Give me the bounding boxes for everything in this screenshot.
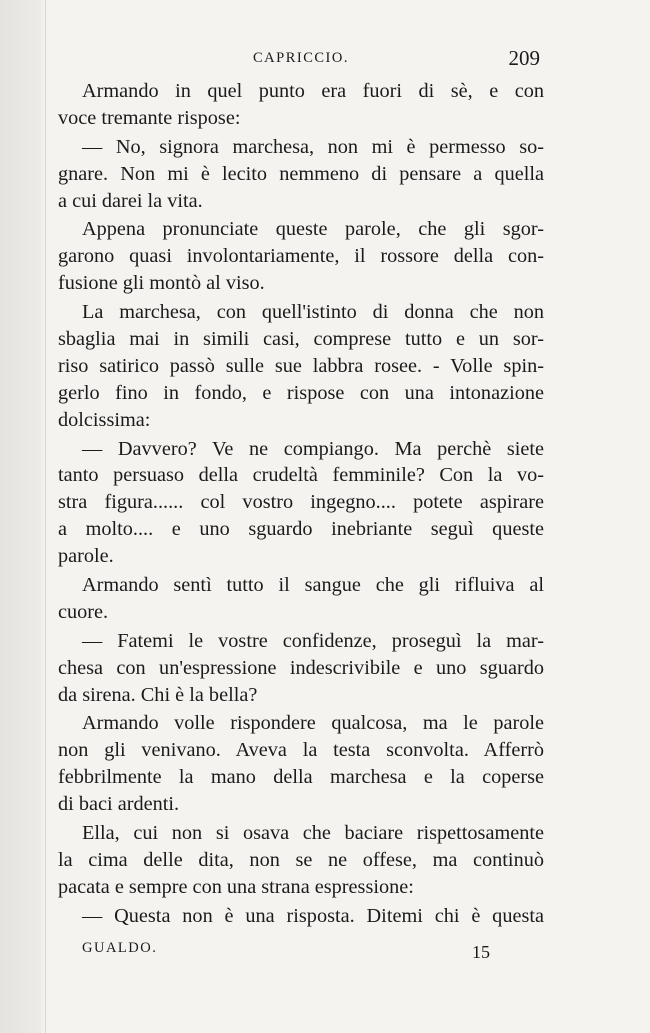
- text-line: garono quasi involontariamente, il rossore della con-: [58, 245, 544, 268]
- text-line: da sirena. Chi è la bella?: [58, 683, 258, 706]
- paragraph: [58, 216, 544, 297]
- paragraph: [58, 710, 544, 818]
- text-line: a molto.... e uno sguardo inebriante seguì queste: [58, 518, 544, 541]
- text-line: — Fatemi le vostre confidenze, proseguì la mar-: [82, 629, 544, 652]
- page-footer: [58, 940, 544, 970]
- page-gutter: [0, 0, 46, 1033]
- text-line: pacata e sempre con una strana espressione:: [58, 875, 414, 898]
- paragraph: [58, 820, 544, 901]
- text-line: a cui darei la vita.: [58, 189, 203, 212]
- text-line: — Davvero? Ve ne compiango. Ma perchè siete: [82, 437, 544, 460]
- text-line: stra figura...... col vostro ingegno.... potete aspirare: [58, 491, 544, 514]
- text-line: Armando volle rispondere qualcosa, ma le parole: [82, 712, 544, 735]
- text-line: riso satirico passò sulle sue labbra rosee. - Volle spin-: [58, 354, 544, 377]
- text-line: febbrilmente la mano della marchesa e la coperse: [58, 766, 544, 789]
- text-line: fusione gli montò al viso.: [58, 272, 265, 295]
- text-line: Armando sentì tutto il sangue che gli rifluiva al: [82, 574, 544, 597]
- paragraph: [58, 628, 544, 709]
- text-line: — No, signora marchesa, non mi è permesso so-: [82, 135, 544, 158]
- text-line: cuore.: [58, 600, 109, 623]
- signature-mark: GUALDO.: [82, 939, 158, 956]
- text-line: Armando in quel punto era fuori di sè, e con: [82, 80, 544, 102]
- text-line: sbaglia mai in simili casi, comprese tutto e un sor-: [58, 328, 544, 351]
- text-line: dolcissima:: [58, 408, 151, 431]
- text-line: Ella, cui non si osava che baciare rispettosamente: [82, 822, 544, 845]
- paragraph: [58, 436, 544, 570]
- text-line: chesa con un'espressione indescrivibile e uno sguardo: [58, 656, 544, 679]
- text-line: voce tremante rispose:: [58, 106, 241, 129]
- text-line: gnare. Non mi è lecito nemmeno di pensare a quella: [58, 162, 544, 185]
- text-line: La marchesa, con quell'istinto di donna che non: [82, 301, 544, 324]
- paragraph: [58, 572, 544, 626]
- page-header: [58, 44, 544, 78]
- paragraph: [58, 903, 544, 930]
- text-line: la cima delle dita, non se ne offese, ma continuò: [58, 848, 544, 871]
- text-line: non gli venivano. Aveva la testa sconvolta. Afferrò: [58, 739, 544, 762]
- page-number: 209: [508, 46, 540, 70]
- text-line: tanto persuaso della crudeltà femminile? Con la vo-: [58, 464, 544, 487]
- text-line: parole.: [58, 545, 114, 568]
- body-text: [58, 78, 544, 930]
- book-page: [58, 44, 544, 970]
- paragraph: [58, 299, 544, 433]
- text-line: — Questa non è una risposta. Ditemi chi è questa: [82, 904, 544, 927]
- running-head: CAPRICCIO.: [253, 50, 349, 66]
- paragraph: [58, 78, 544, 132]
- paragraph: [58, 134, 544, 215]
- text-line: Appena pronunciate queste parole, che gli sgor-: [82, 218, 544, 241]
- gathering-number: 15: [472, 941, 490, 962]
- text-line: di baci ardenti.: [58, 793, 180, 816]
- text-line: gerlo fino in fondo, e rispose con una intonazione: [58, 381, 544, 404]
